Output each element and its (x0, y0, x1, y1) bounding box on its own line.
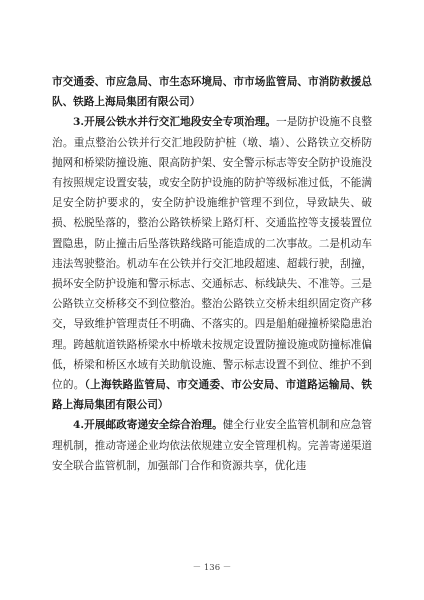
section-body-3: 一是防护设施不良整治。重点整治公铁并行交汇地段防护桩（墩、墙）、公路铁立交桥防抛网和桥梁防撞设施、限高防护架、安全警示标志等安全防护设施没有按照规定设置安装，或安全防护设施的防护等级标准过低，不能满足安全防护要求的，安全防护设施维护管理不到位，导致缺失、破损、松脱坠落的，整治公路铁桥梁上路灯杆、交通监控等支援装置位置隐患，防止撞击后坠落铁路线路可能造成的二次事故。二是机动车违法驾驶整治。机动车在公铁并行交汇地段超速、超载行驶，刮撞，损坏安全防护设施和警示标志、交通标志、标线缺失、不准等。三是公路铁立交桥移交不到位整治。整治公路铁立交桥未组织固定资产移交，导致维护管理责任不明确、不落实的。四是船舶碰撞桥梁隐患治理。跨越航道铁路桥梁水中桥墩未按规定设置防撞设施或防撞标准偏低，桥梁和桥区水域有关助航设施、警示标志设置不到位、维护不到位的。 (52, 116, 373, 392)
section-heading-3: 3.开展公铁水并行交汇地段安全专项治理。 (73, 116, 277, 129)
paragraph-postal-safety (52, 415, 372, 476)
page-number: － 136 － (192, 563, 232, 573)
paragraph-railway-road-water-safety (52, 112, 372, 415)
paragraph-responsible-units: 市交通委、市应急局、市生态环境局、市市场监管局、市消防救援总队、铁路上海局集团有限公司） (52, 76, 372, 109)
section-responsible-units-3: （上海铁路监管局、市交通委、市公安局、市道路运输局、铁路上海局集团有限公司） (52, 379, 373, 412)
section-body-4: 健全行业安全监管机制和应急管理机制，推动寄递企业均依法依规建立安全管理机构。完善寄递渠道安全联合监管机制，加强部门合作和资源共享，优化违 (52, 419, 372, 472)
section-heading-4: 4.开展邮政寄递安全综合治理。 (73, 419, 223, 432)
document-body (52, 72, 372, 476)
